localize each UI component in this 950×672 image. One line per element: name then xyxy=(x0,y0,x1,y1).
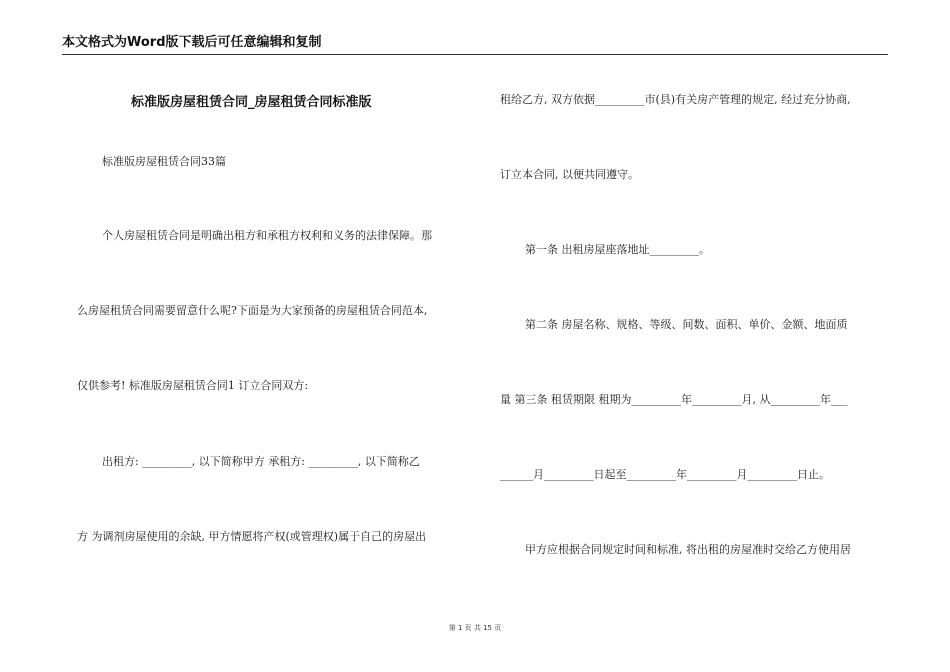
right-line: 订立本合同, 以便共同遵守。 xyxy=(500,168,639,181)
right-line: 量 第三条 租赁期限 租期为_________年_________月, 从_________年___ xyxy=(500,393,848,406)
left-line: 方 为调剂房屋使用的余缺, 甲方情愿将产权(或管理权)属于自己的房屋出 xyxy=(77,530,427,543)
header-title: 本文格式为Word版下载后可任意编辑和复制 xyxy=(62,35,322,50)
right-line: 第二条 房屋名称、规格、等级、间数、面积、单价、金额、地面质 xyxy=(525,318,848,331)
left-line: 么房屋租赁合同需要留意什么呢?下面是为大家预备的房屋租赁合同范本, xyxy=(77,304,428,317)
right-line: 甲方应根据合同规定时间和标准, 将出租的房屋准时交给乙方使用居 xyxy=(525,543,851,556)
left-line: 出租方: _________, 以下简称甲方 承租方: _________, 以下简称乙 xyxy=(102,455,420,468)
document-header xyxy=(62,34,888,55)
document-title: 标准版房屋租赁合同_房屋租赁合同标准版 xyxy=(131,95,372,110)
left-line: 标准版房屋租赁合同33篇 xyxy=(102,155,226,168)
right-line: 租给乙方, 双方依据_________市(县)有关房产管理的规定, 经过充分协商, xyxy=(500,93,851,106)
right-line: ______月_________日起至_________年_________月_________日止。 xyxy=(500,468,830,481)
page-footer: 第 1 页 共 15 页 xyxy=(448,624,502,632)
right-line: 第一条 出租房屋座落地址_________。 xyxy=(525,243,710,256)
left-line: 个人房屋租赁合同是明确出租方和承租方权利和义务的法律保障。那 xyxy=(102,229,432,242)
left-line: 仅供参考! 标准版房屋租赁合同1 订立合同双方: xyxy=(77,379,309,392)
